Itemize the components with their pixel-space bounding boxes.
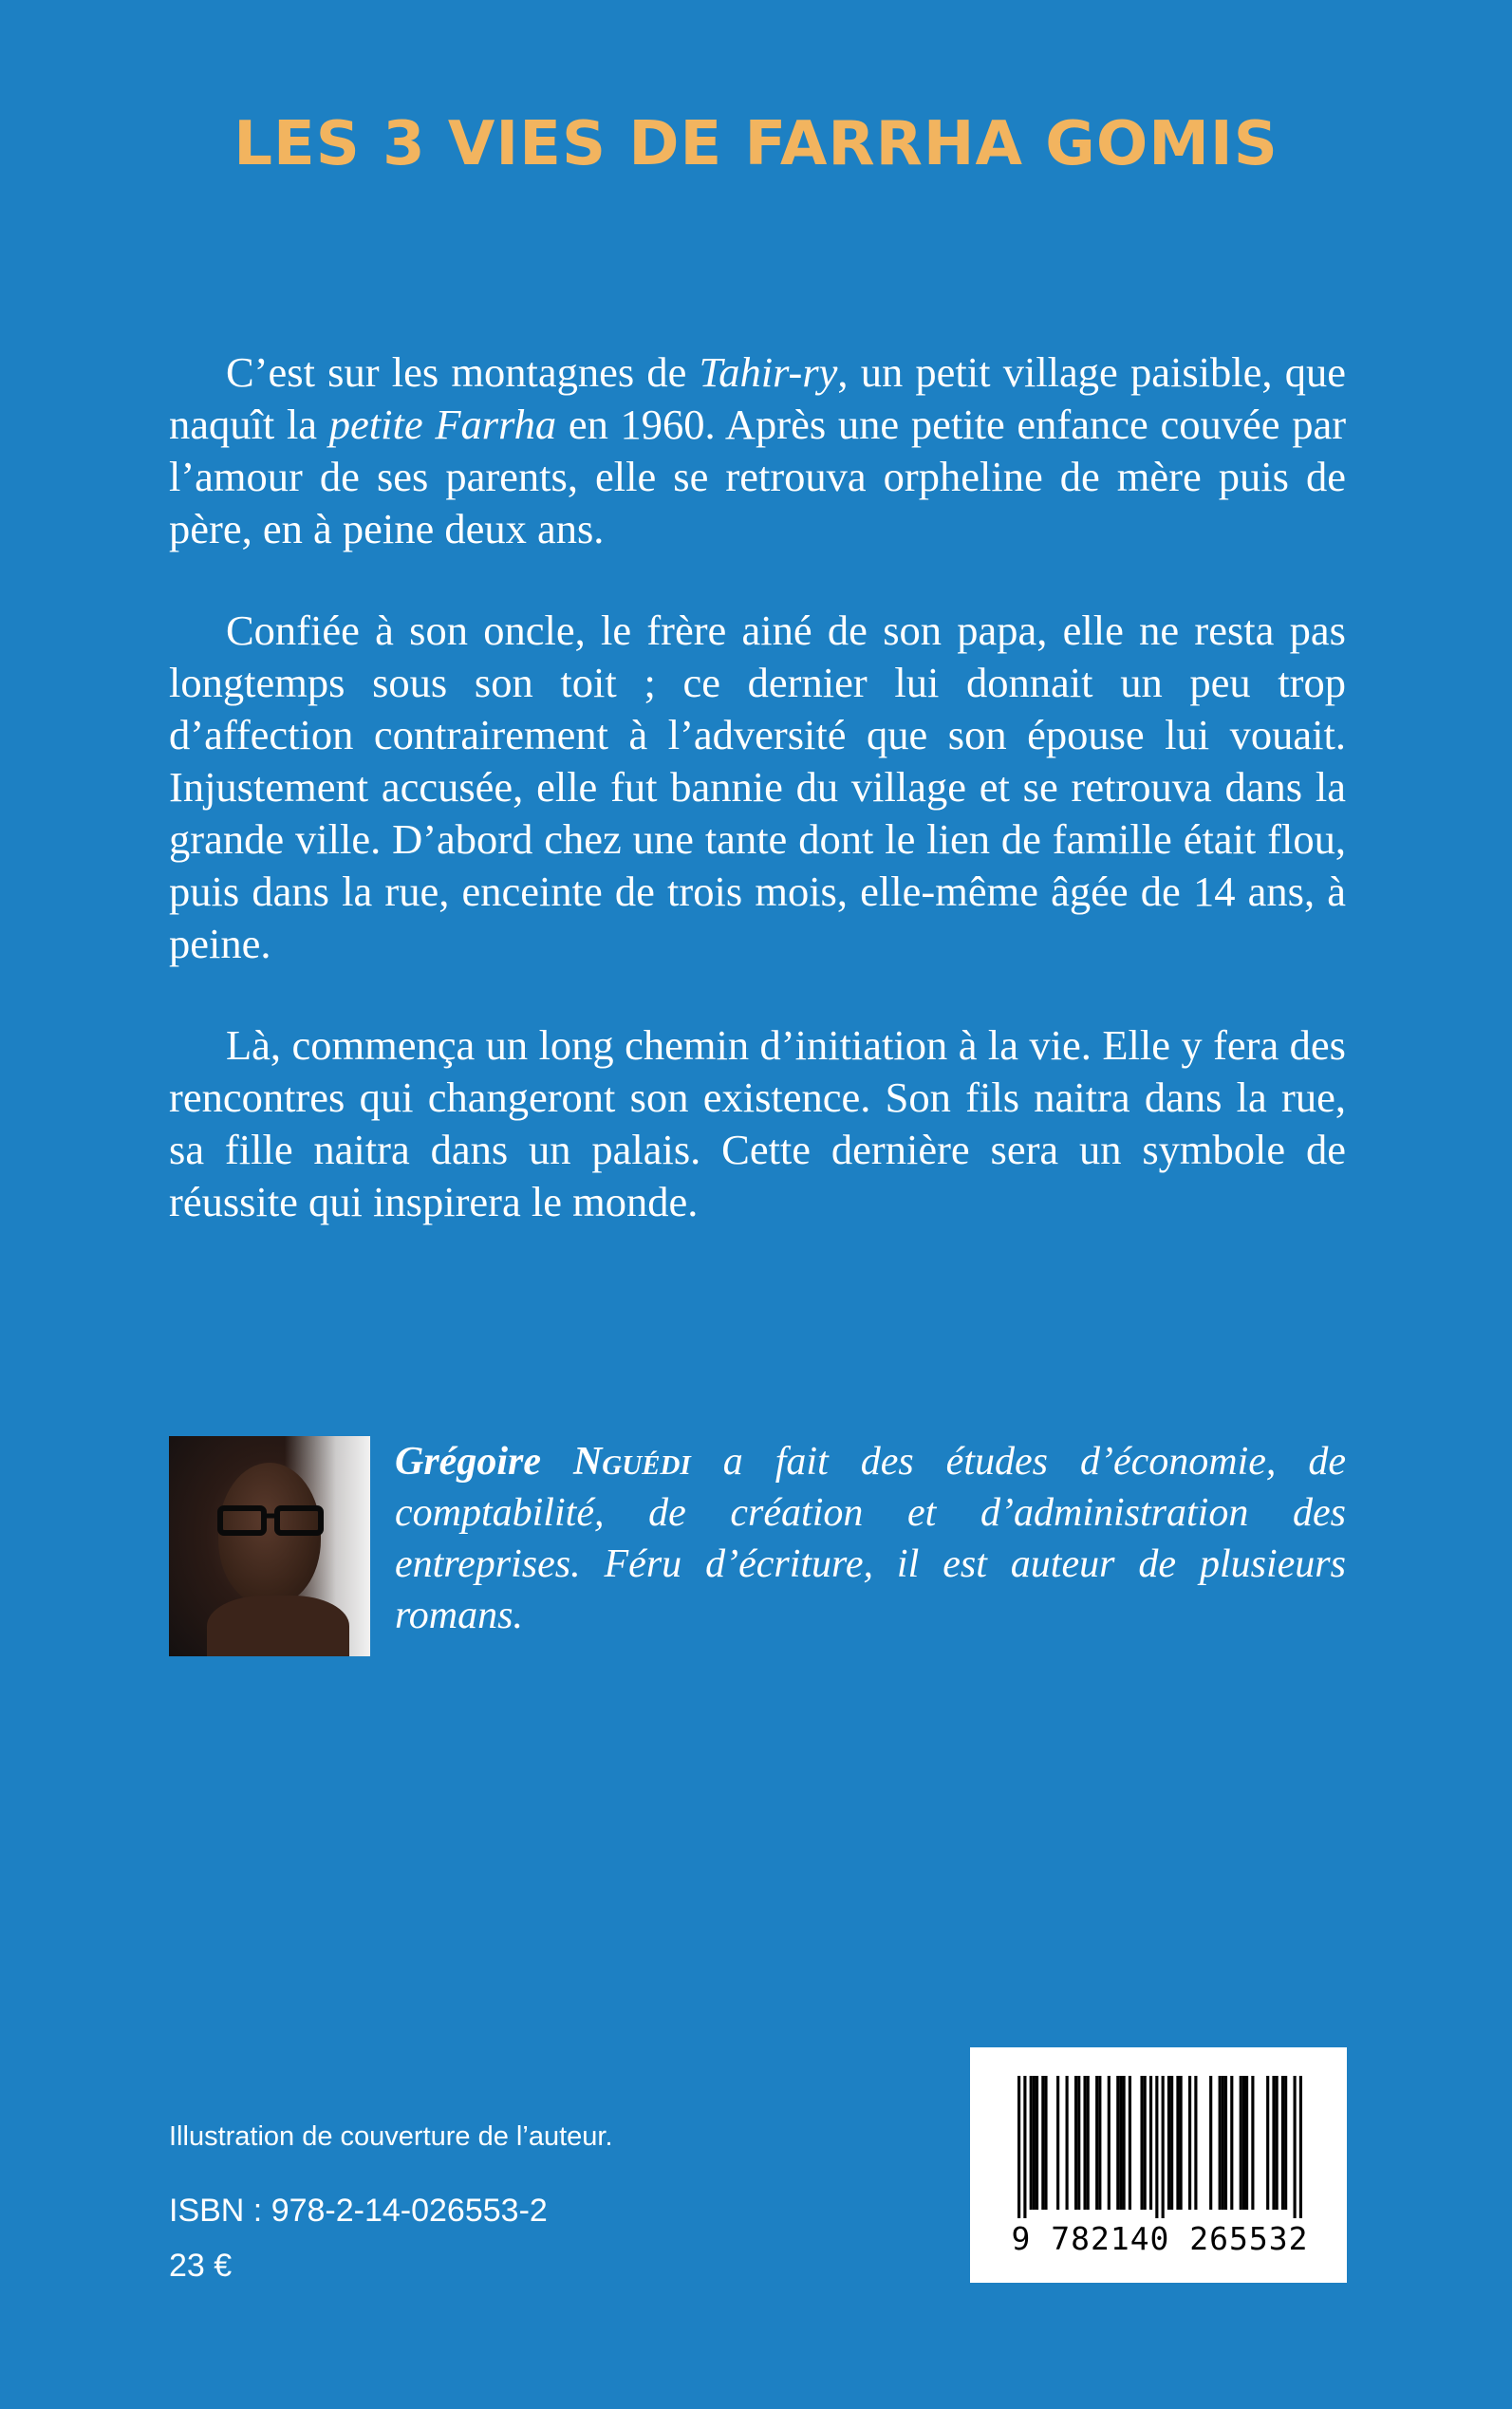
price: 23 € xyxy=(169,2248,233,2284)
author-photo xyxy=(169,1436,370,1656)
barcode-bar xyxy=(1098,2076,1101,2210)
barcode xyxy=(970,2047,1347,2283)
blurb-text-run: Tahir-ry xyxy=(699,348,838,396)
barcode-bar xyxy=(1272,2076,1275,2210)
barcode-bars xyxy=(1017,2076,1302,2218)
author-bio: Grégoire Nguédi a fait des études d’économie, de comptabilité, de création et d’administration des entreprises. Féru d’écriture, il est auteur de plusieurs romans. xyxy=(395,1440,1347,1637)
barcode-bar xyxy=(1116,2076,1119,2210)
blurb xyxy=(169,346,1346,1228)
barcode-bar xyxy=(1149,2076,1152,2210)
barcode-bar xyxy=(1077,2076,1080,2210)
glasses-shape xyxy=(216,1504,325,1537)
barcode-bar xyxy=(1036,2076,1038,2210)
barcode-bar xyxy=(1083,2076,1086,2210)
barcode-bar xyxy=(1284,2076,1287,2210)
barcode-bar xyxy=(1056,2076,1059,2210)
barcode-bar xyxy=(1251,2076,1254,2210)
barcode-bar xyxy=(1140,2076,1143,2210)
blurb-paragraph-2 xyxy=(169,605,1346,970)
blurb-text-run: Là, commença un long chemin d’initiation à la vie. Elle y fera des rencontres qui changeront son existence. Son fils naitra dans la rue, sa fille naitra dans un palais. Cette dernière sera un symbole de réussite qui inspirera le monde. xyxy=(169,1021,1346,1225)
barcode-bar xyxy=(1276,2076,1279,2210)
blurb-paragraph-1 xyxy=(169,346,1346,555)
barcode-bar xyxy=(1108,2076,1111,2210)
barcode-bar xyxy=(1299,2076,1302,2218)
barcode-bar xyxy=(1176,2076,1179,2210)
barcode-digits: 9 782140 265532 xyxy=(1011,2220,1309,2257)
barcode-bar xyxy=(1222,2076,1224,2210)
barcode-bar xyxy=(1030,2076,1033,2210)
barcode-bar xyxy=(1119,2076,1122,2210)
barcode-bar xyxy=(1240,2076,1242,2210)
barcode-bar xyxy=(1230,2076,1233,2210)
barcode-bar xyxy=(1044,2076,1047,2210)
barcode-bar xyxy=(1167,2076,1170,2210)
barcode-bar xyxy=(1266,2076,1269,2210)
barcode-bar xyxy=(1129,2076,1131,2210)
barcode-bar xyxy=(1209,2076,1212,2210)
barcode-bar xyxy=(1294,2076,1297,2218)
barcode-bar xyxy=(1162,2076,1165,2218)
barcode-bar xyxy=(1087,2076,1090,2210)
barcode-bar xyxy=(1219,2076,1222,2210)
barcode-bar xyxy=(1033,2076,1036,2210)
barcode-bar xyxy=(1017,2076,1020,2218)
blurb-text-run: petite Farrha xyxy=(328,401,557,448)
barcode-bar xyxy=(1194,2076,1197,2210)
author-name: Grégoire Nguédi xyxy=(395,1440,691,1484)
barcode-bar xyxy=(1123,2076,1126,2210)
barcode-bar xyxy=(1023,2076,1026,2218)
barcode-bar xyxy=(1245,2076,1248,2210)
barcode-bar xyxy=(1041,2076,1044,2210)
blurb-text-run: Confiée à son oncle, le frère ainé de son papa, elle ne resta pas longtemps sous son toit ; ce dernier lui donnait un peu trop d’affection contrairement à l’adversité que son épouse lui vouait. Injustement accusée, elle fut bannie du village et se retrouva dans la grande ville. D’abord chez une tante dont le lien de famille était flou, puis dans la rue, enceinte de trois mois, elle-même âgée de 14 ans, à peine. xyxy=(169,607,1346,967)
blurb-text-run: C’est sur les montagnes de xyxy=(226,348,700,396)
barcode-bar xyxy=(1224,2076,1227,2210)
barcode-bar xyxy=(1074,2076,1077,2210)
illustration-credit: Illustration de couverture de l’auteur. xyxy=(169,2121,613,2152)
author-block xyxy=(169,1436,1346,1656)
isbn: ISBN : 978-2-14-026553-2 xyxy=(169,2193,548,2229)
blurb-paragraph-3 xyxy=(169,1019,1346,1228)
blurb-text-run: en 1960. Après une petite enfance couvée par l’amour de ses parents, elle se retrouva orpheline de mère puis de père, en à peine deux ans. xyxy=(169,401,1347,552)
barcode-bar xyxy=(1188,2076,1191,2210)
barcode-bar xyxy=(1281,2076,1284,2210)
barcode-bar xyxy=(1066,2076,1069,2210)
barcode-bar xyxy=(1155,2076,1158,2218)
barcode-bar xyxy=(1170,2076,1173,2210)
book-title: LES 3 VIES DE FARRHA GOMIS xyxy=(233,109,1279,179)
blurb-text-run: , un petit village paisible, que naquît la xyxy=(169,348,1346,448)
barcode-bar xyxy=(1180,2076,1183,2210)
barcode-bar xyxy=(1144,2076,1147,2210)
barcode-bar xyxy=(1095,2076,1098,2210)
barcode-bar xyxy=(1242,2076,1245,2210)
